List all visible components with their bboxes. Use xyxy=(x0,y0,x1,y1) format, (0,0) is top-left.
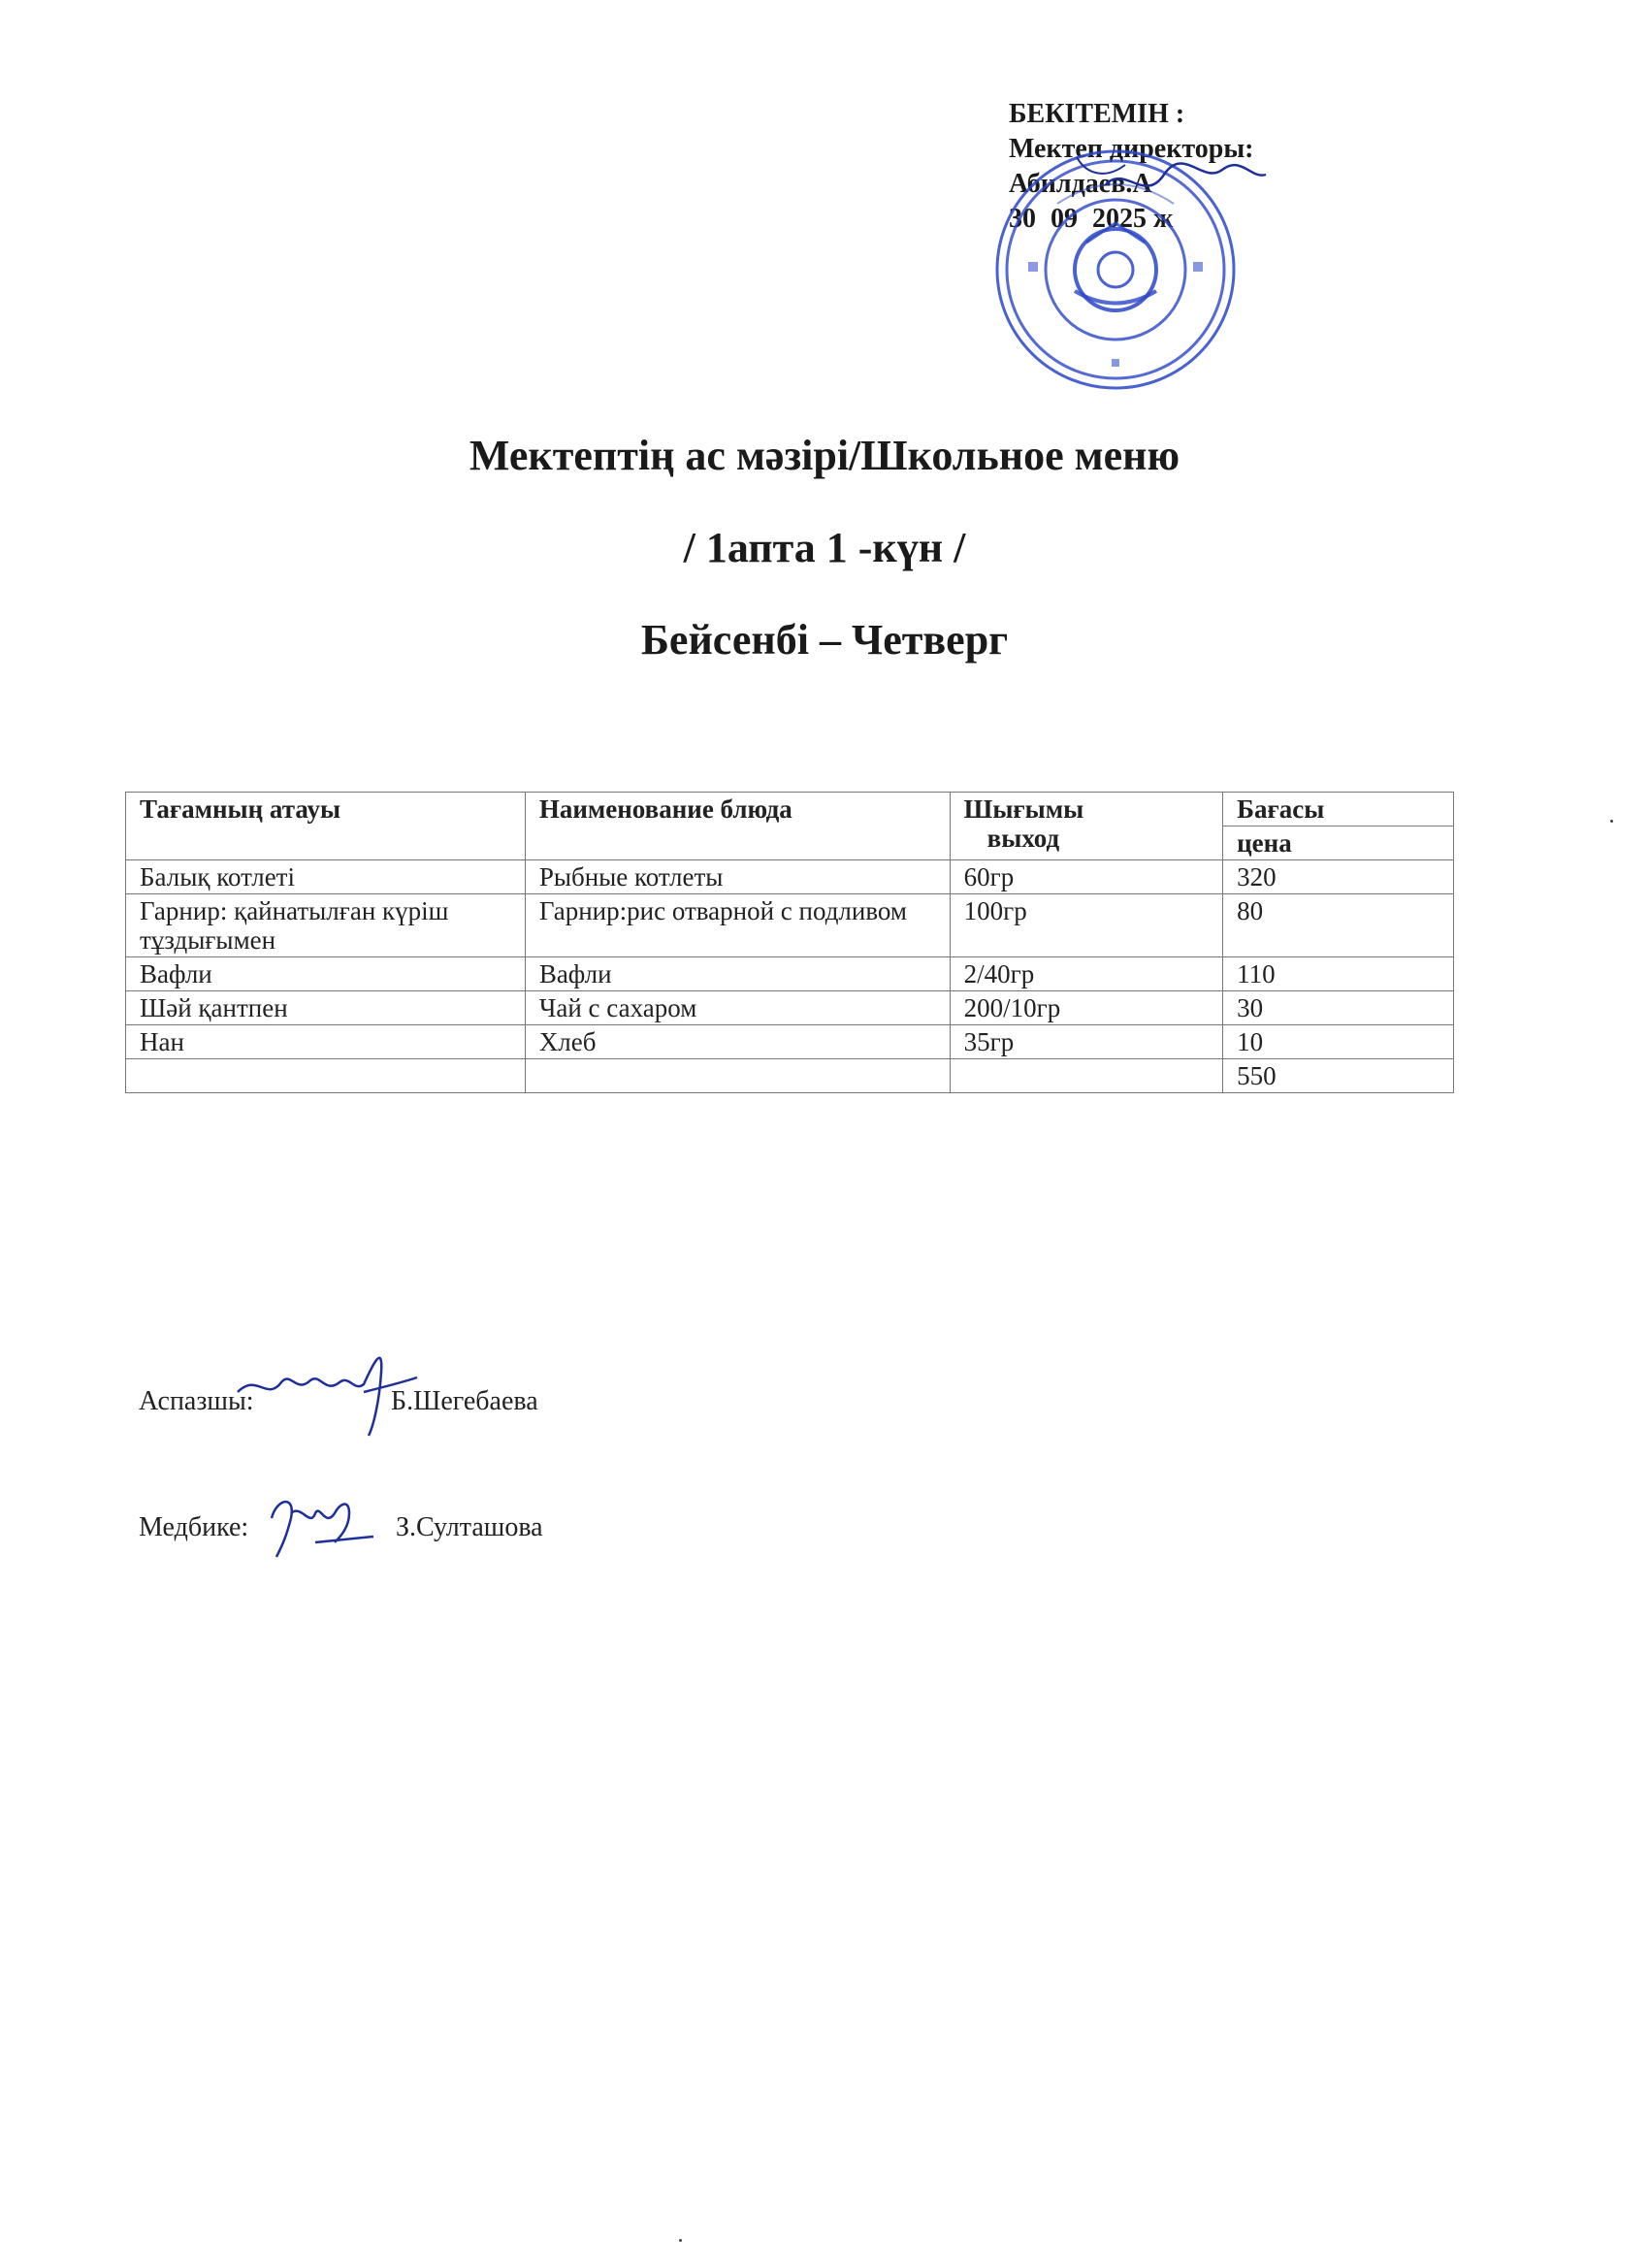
cell-kz: Вафли xyxy=(126,957,526,991)
header-ru-name: Наименование блюда xyxy=(525,793,950,860)
cell-yield: 2/40гр xyxy=(950,957,1222,991)
cell-price: 110 xyxy=(1223,957,1454,991)
cook-label: Аспазшы: xyxy=(139,1386,254,1416)
total-empty-cell xyxy=(950,1059,1222,1093)
table-row xyxy=(126,957,1454,991)
cell-kz: Балық котлеті xyxy=(126,860,526,894)
header-price-ru: цена xyxy=(1223,826,1454,860)
header-yield-kz: Шығымы xyxy=(963,794,1084,824)
table-total-row xyxy=(126,1059,1454,1093)
nurse-signature-image xyxy=(257,1474,383,1562)
director-name: Абилдаев.А xyxy=(1009,169,1152,199)
table-row xyxy=(126,1025,1454,1059)
approval-month: 09 xyxy=(1051,204,1078,234)
cell-price: 80 xyxy=(1223,894,1454,957)
director-title: Мектеп директоры: xyxy=(1009,134,1254,164)
table-row xyxy=(126,860,1454,894)
cell-yield: 100гр xyxy=(950,894,1222,957)
table-row xyxy=(126,991,1454,1025)
title-block xyxy=(0,427,1649,703)
scan-speck xyxy=(1610,820,1613,823)
cell-kz: Шәй қантпен xyxy=(126,991,526,1025)
total-empty-cell xyxy=(525,1059,950,1093)
cell-kz: Нан xyxy=(126,1025,526,1059)
cell-ru: Чай с сахаром xyxy=(525,991,950,1025)
table-header-row xyxy=(126,793,1454,826)
official-seal xyxy=(960,146,1271,407)
cell-yield: 200/10гр xyxy=(950,991,1222,1025)
cell-yield: 60гр xyxy=(950,860,1222,894)
cell-price: 10 xyxy=(1223,1025,1454,1059)
cell-ru: Рыбные котлеты xyxy=(525,860,950,894)
cook-signature-image xyxy=(228,1334,422,1441)
header-yield xyxy=(950,793,1222,860)
menu-table xyxy=(125,792,1454,1093)
cell-yield: 35гр xyxy=(950,1025,1222,1059)
total-empty-cell xyxy=(126,1059,526,1093)
approval-day: 30 xyxy=(1009,204,1036,234)
week-day-subtitle: / 1апта 1 -күн / xyxy=(683,524,966,571)
table-row xyxy=(126,894,1454,957)
cell-ru: Хлеб xyxy=(525,1025,950,1059)
approval-year: 2025 ж xyxy=(1092,204,1174,234)
nurse-label: Медбике: xyxy=(139,1512,249,1542)
cook-name: Б.Шегебаева xyxy=(391,1386,538,1416)
header-kz-name: Тағамның атауы xyxy=(126,793,526,860)
cell-ru: Гарнир:рис отварной с подливом xyxy=(525,894,950,957)
scan-speck xyxy=(679,2239,682,2242)
total-price: 550 xyxy=(1223,1059,1454,1093)
weekday-title: Бейсенбі – Четверг xyxy=(640,616,1009,664)
approval-title: БЕКІТЕМІН : xyxy=(1009,99,1185,129)
cell-price: 30 xyxy=(1223,991,1454,1025)
menu-title: Мектептің ас мәзірі/Школьное меню xyxy=(469,432,1180,479)
cell-kz: Гарнир: қайнатылған күріш тұздығымен xyxy=(126,894,526,957)
header-yield-ru: выход xyxy=(986,824,1060,853)
cell-ru: Вафли xyxy=(525,957,950,991)
nurse-name: З.Султашова xyxy=(396,1512,543,1542)
header-price-kz: Бағасы xyxy=(1223,793,1454,826)
cell-price: 320 xyxy=(1223,860,1454,894)
